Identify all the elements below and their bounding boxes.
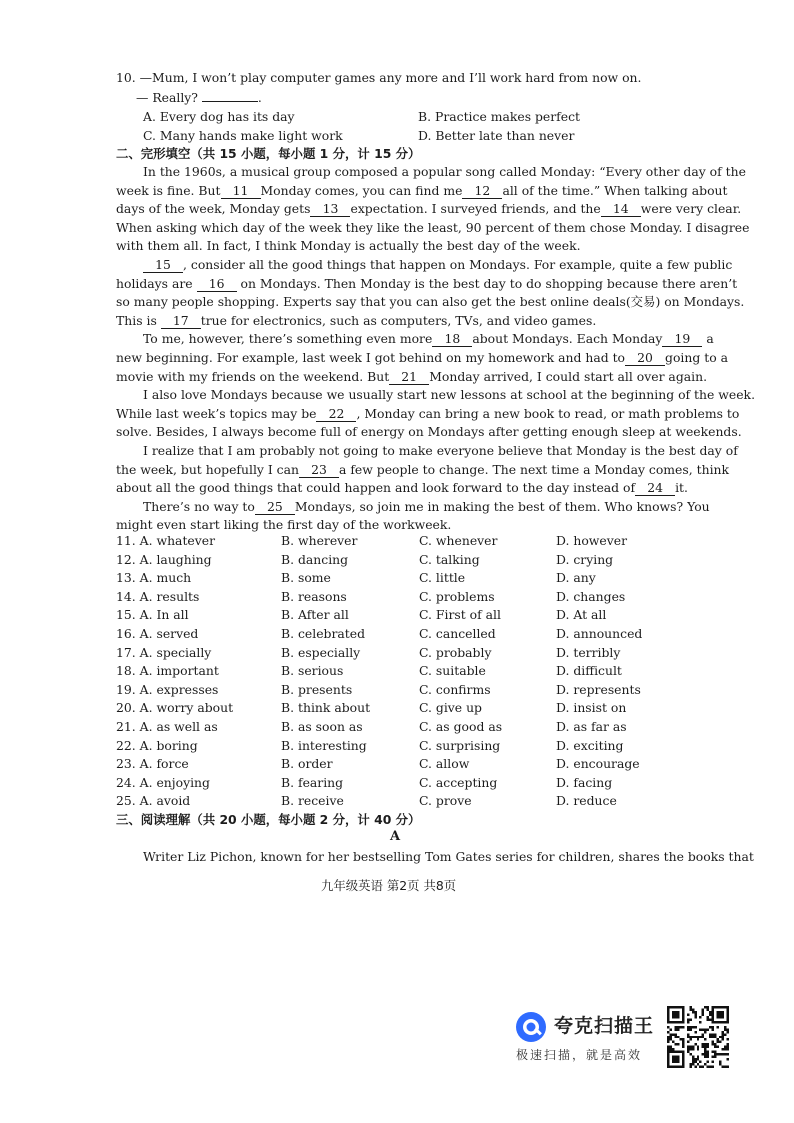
cloze-blank-24[interactable]: 24	[635, 481, 675, 496]
cloze-text: Mondays, so join me in making the best of them. Who knows? You	[294, 498, 710, 514]
cloze-text: about Mondays. Each Monday	[472, 331, 663, 347]
cloze-blank-23[interactable]: 23	[299, 463, 339, 478]
passage-a-first-line: Writer Liz Pichon, known for her bestselling Tom Gates series for children, shares the books that	[143, 849, 754, 864]
cloze-text: movie with my friends on the weekend. But	[116, 368, 390, 384]
cloze-blank-16[interactable]: 16	[197, 277, 237, 292]
question-11-option-a[interactable]: 11. A. whatever	[116, 533, 216, 548]
cloze-text: week is fine. But	[116, 182, 221, 198]
question-19-option-c[interactable]: C. confirms	[419, 681, 491, 697]
cloze-line	[116, 480, 688, 496]
question-18-option-a[interactable]: 18. A. important	[116, 663, 219, 679]
question-17-option-d[interactable]: D. terribly	[556, 644, 621, 660]
cloze-blank-25[interactable]: 25	[255, 500, 295, 515]
cloze-blank-19[interactable]: 19	[662, 332, 702, 347]
question-12-option-c[interactable]: C. talking	[419, 551, 480, 567]
question-23-option-d[interactable]: D. encourage	[556, 756, 640, 772]
question-21-option-b[interactable]: B. as soon as	[281, 719, 363, 734]
cloze-text: new beginning. For example, last week I got behind on my homework and had to	[116, 350, 626, 365]
cloze-blank-20[interactable]: 20	[625, 351, 665, 366]
cloze-line	[116, 313, 596, 329]
question-18-option-c[interactable]: C. suitable	[419, 663, 486, 679]
cloze-text: To me, however, there’s something even more	[143, 331, 433, 347]
question-25-option-c[interactable]: C. prove	[419, 793, 472, 809]
question-21-option-c[interactable]: C. as good as	[419, 719, 503, 734]
brand-slogan: 极速扫描，就是高效	[516, 1048, 643, 1062]
question-15-option-c[interactable]: C. First of all	[419, 607, 501, 623]
section3-heading: 三、阅读理解（共 20 小题，每小题 2 分，计 40 分）	[116, 812, 421, 827]
qr-code-icon	[667, 1006, 729, 1068]
cloze-text: holidays are	[116, 275, 197, 291]
cloze-blank-11[interactable]: 11	[221, 184, 261, 199]
cloze-line	[116, 369, 707, 385]
question-15-option-b[interactable]: B. After all	[281, 607, 349, 623]
brand-name: 夸克扫描王	[554, 1015, 655, 1037]
cloze-line	[116, 424, 742, 440]
question-16-option-d[interactable]: D. announced	[556, 626, 643, 641]
question-18-option-b[interactable]: B. serious	[281, 663, 344, 679]
cloze-blank-18[interactable]: 18	[432, 332, 472, 347]
cloze-text: going to a	[665, 350, 728, 365]
question-19-option-b[interactable]: B. presents	[281, 681, 353, 697]
cloze-blank-22[interactable]: 22	[316, 407, 356, 422]
question-12-option-b[interactable]: B. dancing	[281, 551, 349, 567]
cloze-blank-13[interactable]: 13	[310, 202, 350, 217]
question-24-option-b[interactable]: B. fearing	[281, 774, 344, 790]
scanner-logo-icon	[514, 1010, 548, 1044]
question-22-option-d[interactable]: D. exciting	[556, 737, 624, 753]
question-16-option-a[interactable]: 16. A. served	[116, 626, 199, 641]
question-14-option-a[interactable]: 14. A. results	[116, 588, 200, 604]
question-24-option-c[interactable]: C. accepting	[419, 774, 498, 790]
question-14-option-c[interactable]: C. problems	[419, 588, 495, 604]
question-21-option-a[interactable]: 21. A. as well as	[116, 719, 218, 734]
question-20-option-b[interactable]: B. think about	[281, 700, 371, 716]
q10-option-c[interactable]: C. Many hands make light work	[143, 128, 343, 143]
cloze-text: so many people shopping. Experts say that you can also get the best online deals(交易) on Mondays.	[116, 294, 745, 310]
cloze-line	[116, 350, 728, 366]
question-14-option-b[interactable]: B. reasons	[281, 588, 347, 604]
cloze-text: Monday comes, you can find me	[260, 182, 463, 198]
question-14-option-d[interactable]: D. changes	[556, 588, 626, 604]
question-23-option-a[interactable]: 23. A. force	[116, 756, 189, 772]
question-22-option-c[interactable]: C. surprising	[419, 737, 501, 753]
question-11-option-d[interactable]: D. however	[556, 533, 628, 548]
cloze-text: This is	[116, 312, 161, 328]
q10-reply-text: — Really?	[136, 90, 202, 105]
question-13-option-d[interactable]: D. any	[556, 570, 596, 586]
cloze-text: the week, but hopefully I can	[116, 461, 299, 477]
cloze-blank-21[interactable]: 21	[389, 370, 429, 385]
cloze-text: I also love Mondays because we usually start new lessons at school at the beginning of the week.	[143, 387, 756, 403]
cloze-line	[143, 164, 746, 180]
cloze-text: a few people to change. The next time a Monday comes, think	[339, 461, 730, 477]
cloze-text: I realize that I am probably not going to make everyone believe that Monday is the best day of	[143, 443, 738, 458]
question-13-option-c[interactable]: C. little	[419, 570, 466, 586]
question-20-option-c[interactable]: C. give up	[419, 700, 482, 716]
q10-reply-end: .	[257, 90, 262, 105]
q10-option-d[interactable]: D. Better late than never	[418, 128, 575, 143]
section2-heading: 二、完形填空（共 15 小题，每小题 1 分，计 15 分）	[116, 146, 421, 161]
cloze-line	[143, 257, 732, 273]
question-20-option-d[interactable]: D. insist on	[556, 700, 627, 716]
question-18-option-d[interactable]: D. difficult	[556, 663, 622, 679]
question-23-option-b[interactable]: B. order	[281, 756, 333, 772]
cloze-line	[143, 331, 714, 347]
question-17-option-b[interactable]: B. especially	[281, 644, 361, 660]
cloze-text: While last week’s topics may be	[116, 405, 317, 421]
q10-option-b[interactable]: B. Practice makes perfect	[418, 109, 581, 124]
cloze-text: true for electronics, such as computers, TVs, and video games.	[200, 312, 597, 328]
question-11-option-c[interactable]: C. whenever	[419, 533, 498, 548]
cloze-text: about all the good things that could happen and look forward to the day instead of	[116, 480, 636, 496]
cloze-text: with them all. In fact, I think Monday is actually the best day of the week.	[116, 238, 581, 254]
question-25-option-a[interactable]: 25. A. avoid	[116, 793, 191, 809]
question-19-option-d[interactable]: D. represents	[556, 681, 641, 697]
cloze-text: , Monday can bring a new book to read, or math problems to	[356, 405, 740, 421]
question-16-option-b[interactable]: B. celebrated	[281, 626, 366, 641]
q10-answer-blank[interactable]	[202, 101, 258, 102]
question-21-option-d[interactable]: D. as far as	[556, 719, 627, 734]
cloze-line	[116, 276, 737, 292]
cloze-blank-15[interactable]: 15	[143, 258, 183, 273]
passage-a-label: A	[390, 829, 401, 844]
q10-option-a[interactable]: A. Every dog has its day	[143, 109, 295, 124]
q10-prompt: 10. —Mum, I won’t play computer games any more and I’ll work hard from now on.	[116, 70, 642, 85]
cloze-blank-14[interactable]: 14	[601, 202, 641, 217]
cloze-line	[143, 387, 755, 403]
cloze-text: expectation. I surveyed friends, and the	[350, 201, 601, 217]
cloze-text: There’s no way to	[143, 498, 255, 514]
question-22-option-a[interactable]: 22. A. boring	[116, 737, 198, 753]
question-12-option-a[interactable]: 12. A. laughing	[116, 551, 212, 567]
q10-reply	[136, 90, 262, 106]
question-25-option-d[interactable]: D. reduce	[556, 793, 617, 809]
question-17-option-c[interactable]: C. probably	[419, 644, 492, 660]
question-24-option-a[interactable]: 24. A. enjoying	[116, 774, 210, 790]
question-15-option-d[interactable]: D. At all	[556, 607, 607, 623]
cloze-line	[116, 406, 739, 422]
cloze-text: days of the week, Monday gets	[116, 201, 311, 217]
question-15-option-a[interactable]: 15. A. In all	[116, 607, 189, 623]
cloze-text: were very clear.	[640, 201, 742, 217]
question-23-option-c[interactable]: C. allow	[419, 756, 470, 772]
cloze-line	[116, 238, 581, 254]
cloze-line	[143, 499, 710, 515]
cloze-line	[116, 220, 749, 236]
question-16-option-c[interactable]: C. cancelled	[419, 626, 496, 641]
cloze-text: might even start liking the first day of the workweek.	[116, 517, 452, 533]
cloze-line	[116, 462, 729, 478]
cloze-blank-12[interactable]: 12	[462, 184, 502, 199]
question-25-option-b[interactable]: B. receive	[281, 793, 344, 809]
cloze-text: on Mondays. Then Monday is the best day to do shopping because there aren’t	[236, 275, 738, 291]
cloze-text: a	[702, 331, 714, 347]
question-22-option-b[interactable]: B. interesting	[281, 737, 367, 753]
question-17-option-a[interactable]: 17. A. specially	[116, 644, 212, 660]
cloze-text: it.	[675, 480, 688, 496]
question-13-option-b[interactable]: B. some	[281, 570, 331, 586]
cloze-line	[143, 443, 738, 459]
cloze-text: In the 1960s, a musical group composed a popular song called Monday: “Every other day of the	[143, 164, 746, 179]
cloze-line	[116, 517, 451, 533]
cloze-text: solve. Besides, I always become full of energy on Mondays after getting enough sleep at weekends.	[116, 424, 742, 440]
question-20-option-a[interactable]: 20. A. worry about	[116, 700, 234, 716]
question-24-option-d[interactable]: D. facing	[556, 774, 613, 790]
cloze-line	[116, 201, 741, 217]
question-13-option-a[interactable]: 13. A. much	[116, 570, 192, 586]
cloze-text: all of the time.” When talking about	[502, 182, 728, 198]
cloze-text: Monday arrived, I could start all over again.	[429, 368, 708, 384]
question-12-option-d[interactable]: D. crying	[556, 551, 614, 567]
cloze-text: When asking which day of the week they like the least, 90 percent of them chose Monday. I disagree	[116, 219, 750, 235]
question-19-option-a[interactable]: 19. A. expresses	[116, 681, 219, 697]
scanner-watermark	[514, 1006, 794, 1076]
question-11-option-b[interactable]: B. wherever	[281, 533, 358, 548]
page-footer: 九年级英语 第2页 共8页	[321, 878, 457, 893]
cloze-text: , consider all the good things that happen on Mondays. For example, quite a few public	[183, 257, 733, 272]
cloze-line	[116, 294, 744, 310]
cloze-line	[116, 183, 728, 199]
cloze-blank-17[interactable]: 17	[161, 314, 201, 329]
